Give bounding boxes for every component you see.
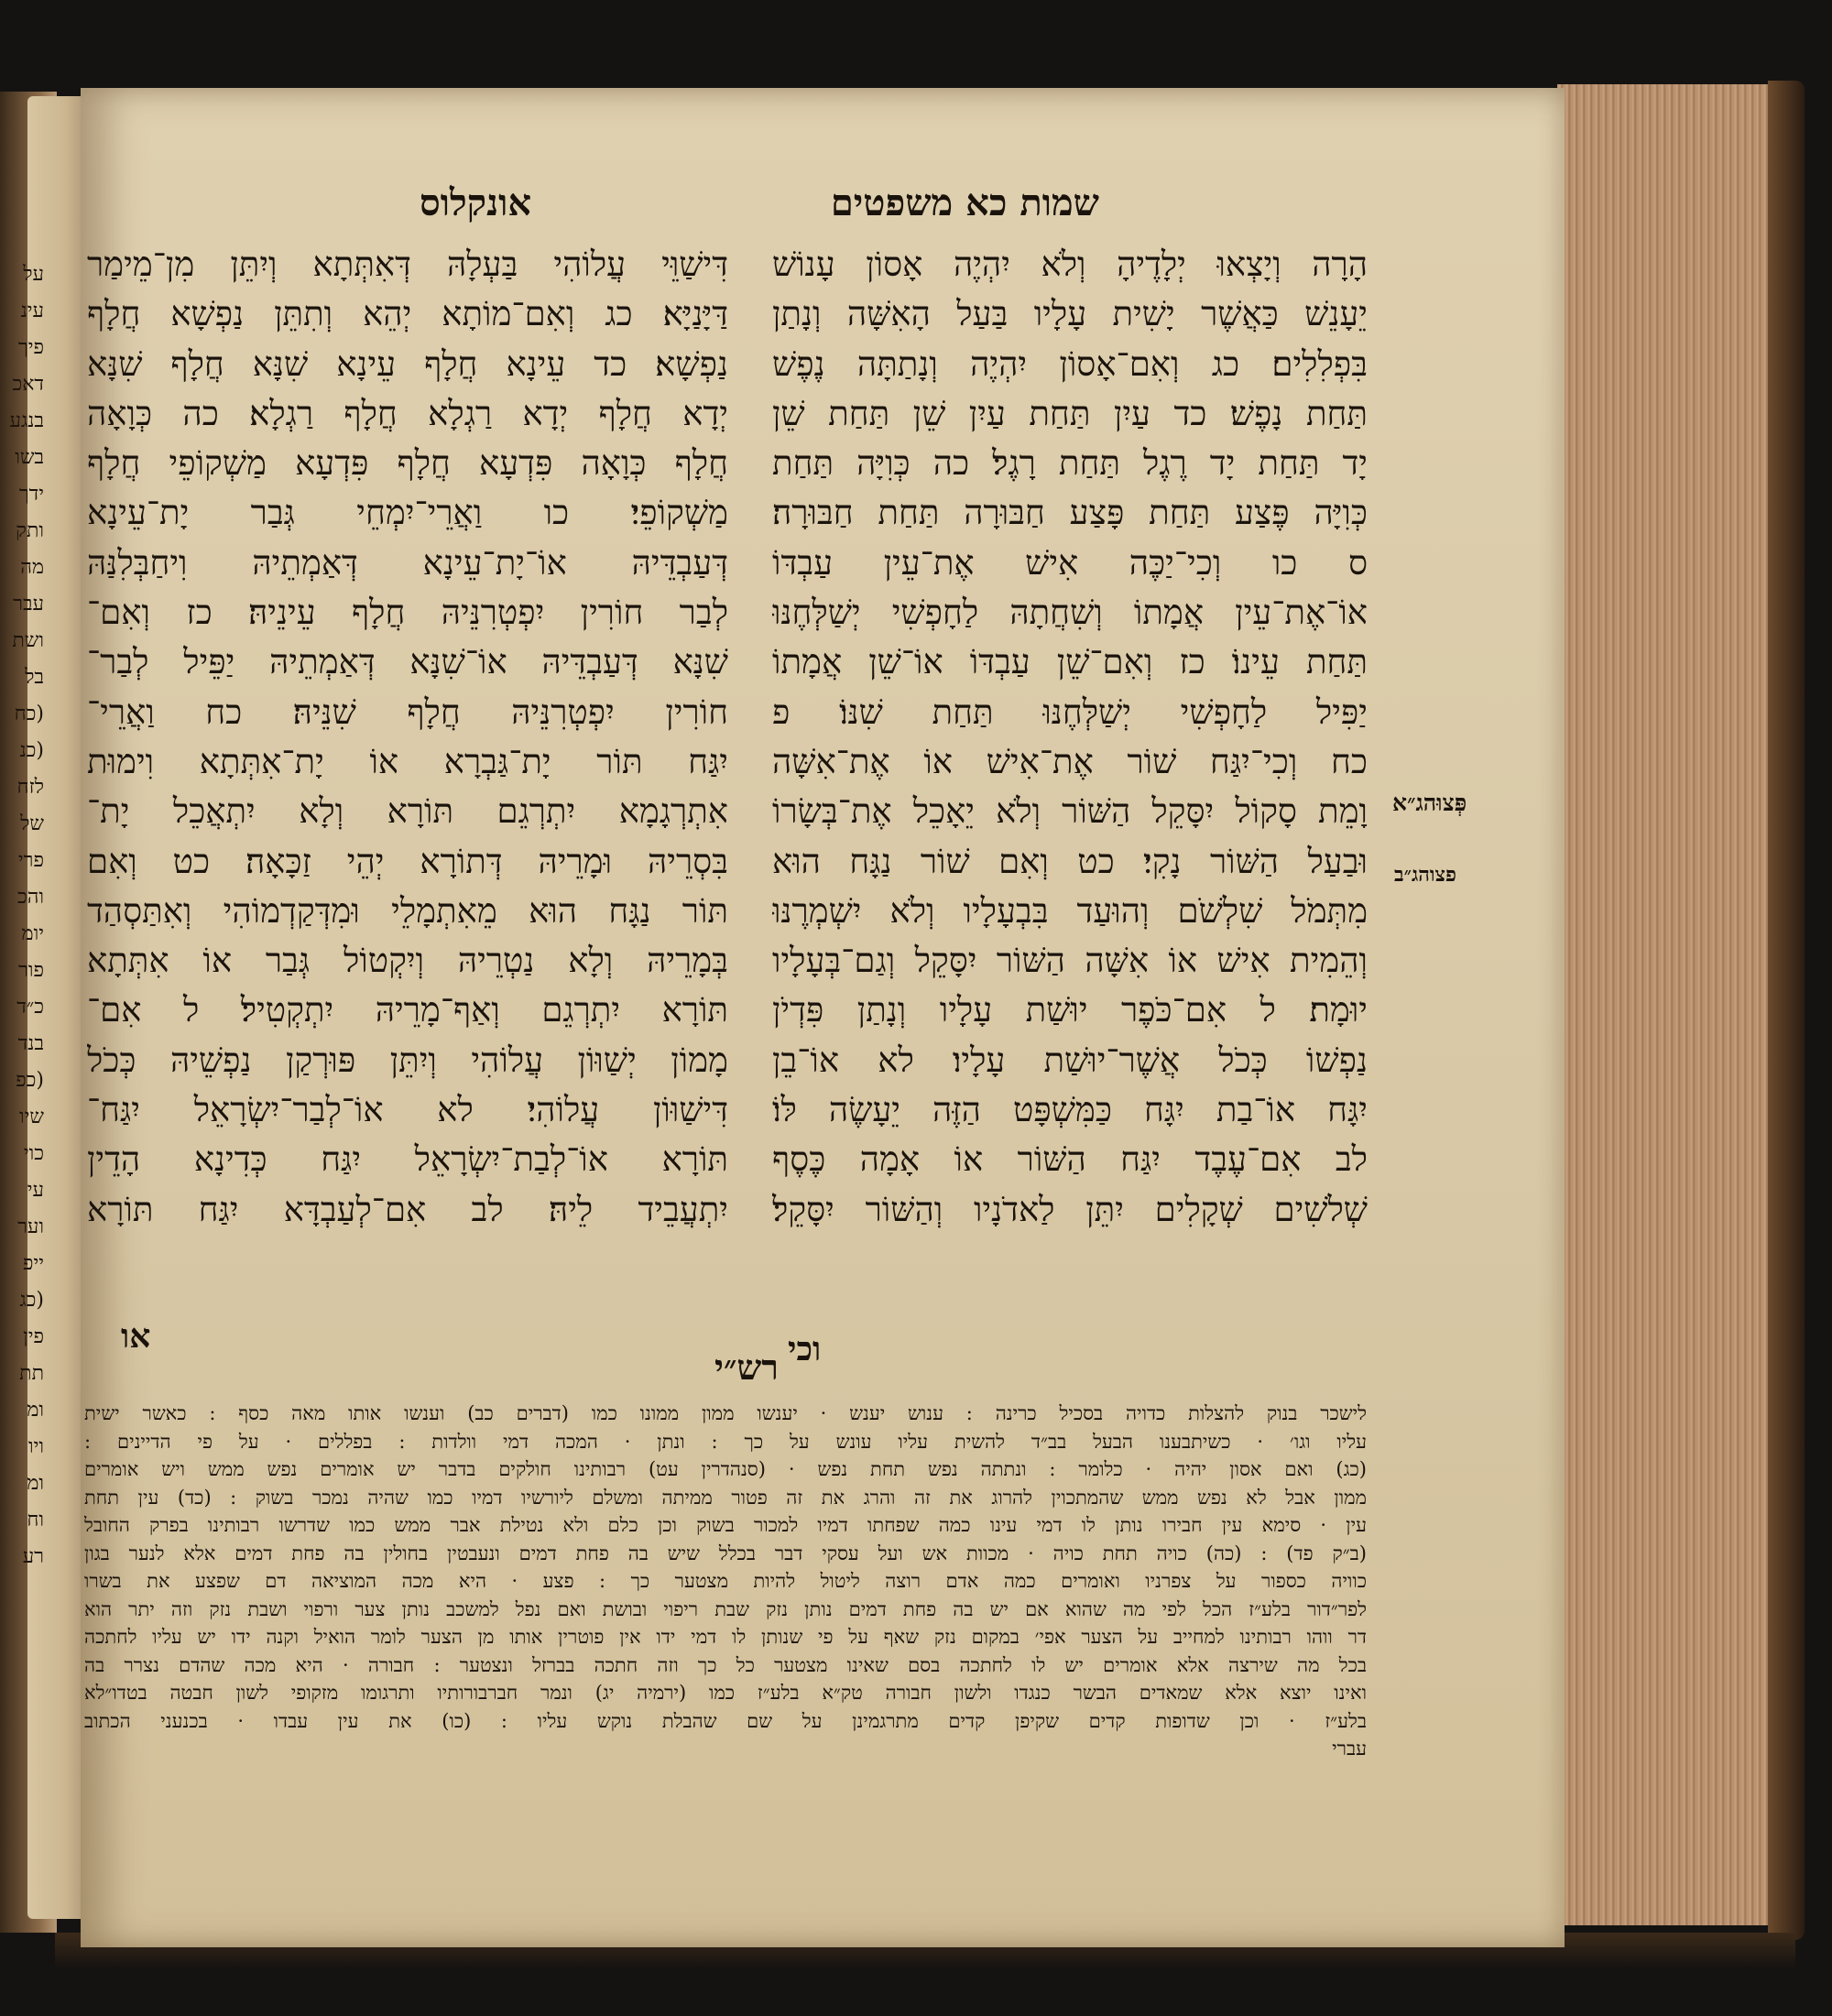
onkelos-text-line: תּוֹר נַגָּח הוּא מֵאִתְמָלֵי וּמִדְּקַדְמוֹהִי וְאִתַּסְהַד [87, 890, 728, 931]
rashi-line: בכל מה שירצה אלא אומרים יש לו לחתכה בסם שאינו מצטער כל כך וזה חתכה בברזל ונצטער : חבורה · היא מכה שהדם נצרר בה [84, 1653, 1367, 1676]
running-head-onkelos: אונקלוס [419, 181, 531, 224]
left-page-fragment: והכ [16, 886, 44, 909]
onkelos-catchword: או [121, 1317, 151, 1356]
hebrew-text-line: וָמֵת סָקוֹל יִסָּקֵל הַשּׁוֹר וְלֹא יֵאָכֵל אֶת־בְּשָׂרוֹ [772, 791, 1368, 832]
left-page-fragment: (כפ [16, 1069, 44, 1092]
hebrew-text-line: יוּמָת׃ ל אִם־כֹּפֶר יוּשַׁת עָלָיו וְנָתַן פִּדְיֹן [772, 990, 1368, 1030]
left-page-fragment: בנגע [9, 409, 44, 432]
running-head-portion: שמות כא משפטים [830, 181, 1099, 224]
left-page-fragment: (כנ [19, 739, 44, 762]
hebrew-text-line: הָרָה וְיָצְאוּ יְלָדֶיהָ וְלֹא יִהְיֶה אָסוֹן עָנוֹשׁ [772, 245, 1368, 284]
margin-note-masoretic-2: פצוהג״ב [1394, 863, 1456, 887]
rashi-line: לפר״דור בלע״ז הכל לפי מה שהוא אם יש בה פחת דמים נותן נזק שבת ריפוי ובושת ואם נפל למשכב נותן צער ורפוי ושבת נזק וזה יתר הוא [84, 1597, 1367, 1620]
left-page-fragment: מה [20, 556, 44, 579]
rashi-line: עין · סימא עין חבירו נותן לו דמי עינו כמה שפחתו דמיו למכור בשוק וכן כלם ולא נטילת אבר ממש כמו שדרשו רבותינו בפרק החובל [84, 1514, 1367, 1536]
left-page-fragment: שיו [19, 1106, 44, 1128]
hebrew-text-line: יַפִּיל לַחָפְשִׁי יְשַׁלְּחֶנּוּ תַּחַת שִׁנּוֹ׃ פ [772, 692, 1368, 732]
hebrew-text-line: שְׁלֹשִׁים שְׁקָלִים יִתֵּן לַאדֹנָיו וְהַשּׁוֹר יִסָּקֵל׃ [772, 1189, 1368, 1229]
onkelos-text-line: שִׁנָּא דְּעַבְדֵּיהּ אוֹ־שִׁנָּא דְּאַמְתֵיהּ יַפֵּיל לְבַר־ [87, 642, 728, 682]
left-page-fragment: ייפ [22, 1252, 44, 1275]
hebrew-text-line: וְהֵמִית אִישׁ אוֹ אִשָּׁה הַשּׁוֹר יִסָּקֵל וְגַם־בְּעָלָיו [772, 941, 1368, 981]
page-fore-edge [1557, 84, 1786, 1925]
onkelos-text-line: תּוֹרָא יִתְרְגֵם וְאַף־מָרֵיהּ יִתְקְטִיל׃ ל אִם־ [87, 990, 728, 1030]
rashi-line: עליו וגו׳ · כשיתבענו הבעל בב״ד להשית עליו עונש על כך : ונתן · המכה דמי וולדות : בפללים · על פי הדיינים : [84, 1430, 1367, 1453]
left-page-fragment: בשו [15, 446, 44, 469]
rashi-line: עברי [1332, 1738, 1367, 1760]
left-page-fragment: (כח [14, 703, 44, 725]
left-page-fragment: פין [23, 1325, 44, 1348]
left-page-fragment: כ״ד [16, 996, 44, 1019]
onkelos-text-column [87, 240, 728, 1235]
onkelos-text-line: חֲלָף כְּוָאָה פִּדְעָא חֲלָף פִּדְעָא מַשְׁקוֹפֵי חֲלָף [87, 443, 728, 484]
left-page-fragment: וח [27, 1509, 44, 1531]
book-cover-right [1768, 81, 1805, 1940]
left-page-fragment: בנד [17, 1032, 44, 1055]
hebrew-text-line: מִתְּמֹל שִׁלְשֹׁם וְהוּעַד בִּבְעָלָיו וְלֹא יִשְׁמְרֶנּוּ [772, 890, 1368, 931]
onkelos-text-line: דְּעַבְדֵּיהּ אוֹ־יָת־עֵינָא דְּאַמְתֵיהּ וִיחַבְּלִנַּהּ [87, 542, 728, 583]
onkelos-text-line: לְבַר חוֹרִין יִפְטְרִנֵּיהּ חֲלָף עֵינֵיהּ׃ כז וְאִם־ [87, 593, 728, 633]
left-page-fragment: כוי [23, 1142, 44, 1165]
left-page-fragment: על [23, 263, 44, 286]
hebrew-text-line: לב אִם־עֶבֶד יִגַּח הַשּׁוֹר אוֹ אָמָה כֶּסֶף [772, 1139, 1368, 1180]
hebrew-text-line: כח וְכִי־יִגַּח שׁוֹר אֶת־אִישׁ אוֹ אֶת־אִשָּׁה [772, 741, 1368, 781]
left-page-fragment: עבר [13, 593, 44, 616]
onkelos-text-line: דַּיָּנַיָּא׃ כג וְאִם־מוֹתָא יְהֵא וְתִתֵּן נַפְשָׁא חֲלָף [87, 294, 728, 334]
rashi-line: כוויה כספור על צפרניו ואומרים כמה אדם רוצה ליטול להיות מצטער כך : פצע · היא מכה המוציאה דם שפצע את בשרו [84, 1570, 1367, 1592]
onkelos-text-line: חוֹרִין יִפְטְרִנֵּיהּ חֲלָף שִׁנֵּיהּ׃ כח וַאֲרֵי־ [87, 692, 728, 732]
rashi-line: לישכר בנוק להצלות כדויה בסכיל כרינה : ענוש יענש · יענשו ממון ממונו כמו (דברים כב) וענשו אותו מאה כסף : כאשר ישית [84, 1402, 1367, 1424]
onkelos-text-line: מַשְׁקוֹפֵי׃ כו וַאֲרֵי־יִמְחֵי גְּבַר יָת־עֵינָא [87, 493, 728, 533]
rashi-heading: רש״י [714, 1346, 779, 1388]
hebrew-text-column [772, 240, 1368, 1235]
onkelos-text-line: מָמוֹן יְשַׁוּוֹן עֲלוֹהִי וְיִתֵּן פּוּרְקַן נַפְשֵׁיהּ כְּכֹל [87, 1040, 728, 1080]
left-page-fragment: עינ [20, 300, 44, 322]
onkelos-text-line: יִתְעֲבֵיד לֵיהּ׃ לב אִם־לְעַבְדָּא יִגַּח תּוֹרָא [87, 1189, 728, 1229]
onkelos-text-line: בְּמָרֵיהּ וְלָא נַטְרֵיהּ וְיִקְטוֹל גְּבַר אוֹ אִתְּתָא [87, 941, 728, 981]
hebrew-text-line: ס כו וְכִי־יַכֶּה אִישׁ אֶת־עֵין עַבְדּוֹ [772, 542, 1368, 583]
onkelos-text-line: אִתְרְגָמָא יִתְרְגֵם תּוֹרָא וְלָא יִתְאֲכֵל יָת־ [87, 791, 728, 832]
left-page-fragment: פרי [17, 849, 44, 872]
left-page-fragment: יומ [21, 922, 44, 945]
hebrew-text-line: תַּחַת נָפֶשׁ׃ כד עַיִן תַּחַת עַיִן שֵׁן תַּחַת שֵׁן [772, 393, 1368, 433]
onkelos-text-line: דִּישַׁוּוֹן עֲלוֹהִי׃ לא אוֹ־לְבַר־יִשְׂרָאֵל יִגַּח־ [87, 1090, 728, 1130]
left-page-fragment: וער [17, 1215, 44, 1238]
hebrew-text-line: וּבַעַל הַשּׁוֹר נָקִי׃ כט וְאִם שׁוֹר נַגָּח הוּא [772, 841, 1368, 881]
left-page-fragment: ויו [27, 1435, 44, 1458]
left-page-fragment: של [20, 812, 44, 835]
onkelos-text-line: בִּסְרֵיהּ וּמָרֵיהּ דְּתוֹרָא יְהֵי זַכָּאָה׃ כט וְאִם [87, 841, 728, 881]
rashi-line: דר ווהו רבותינו למחייב על הצער אפי׳ במקום נזק שאף על פי שנותן לו דמי ידו אין פוטרין אותו מן הצער לומר הואיל וקנה ידו יש עליו לחתכה [84, 1626, 1367, 1648]
left-page-fragments [0, 256, 44, 1814]
left-page-fragment: ידך [18, 483, 44, 506]
rashi-line: (ב״ק פד) : (כה) כויה תחת כויה · מכוות אש ועל עסקי דבר בכלל שיש בה פחת דמים ונעבטין בחולין בה פחת דמים אלא לנער בגון [84, 1542, 1367, 1564]
rashi-line: ממון אבל לא נפש ממש שהמתכוין להרוג את זה והרג את זה פטור ממיתה ומשלם ליורשיו דמיו כמו שהיה נמכר בשוק : (כד) עין תחת [84, 1486, 1367, 1509]
rashi-commentary [84, 1400, 1367, 1763]
hebrew-text-line: יֵעָנֵשׁ כַּאֲשֶׁר יָשִׁית עָלָיו בַּעַל הָאִשָּׁה וְנָתַן [772, 294, 1368, 334]
onkelos-text-line: תּוֹרָא אוֹ־לְבַת־יִשְׂרָאֵל יִגַּח כְּדִינָא הָדֵין [87, 1139, 728, 1180]
hebrew-text-line: יִגָּח אוֹ־בַת יִגָּח כַּמִּשְׁפָּט הַזֶּה יֵעָשֶׂה לּוֹ׃ [772, 1090, 1368, 1130]
left-page-fragment: לזח [16, 776, 44, 799]
left-page-fragment: ומ [27, 1472, 44, 1495]
onkelos-text-line: יְדָא חֲלָף יְדָא רַגְלָא חֲלָף רַגְלָא׃ כה כְּוָאָה [87, 393, 728, 433]
hebrew-text-line: כְּוִיָּה פֶּצַע תַּחַת פָּצַע חַבּוּרָה תַּחַת חַבּוּרָה׃ [772, 493, 1368, 533]
hebrew-text-line: יָד תַּחַת יָד רֶגֶל תַּחַת רָגֶל׃ כה כְּוִיָּה תַּחַת [772, 443, 1368, 484]
left-page-fragment: תת [19, 1362, 44, 1385]
left-page-fragment: בל [25, 666, 44, 689]
left-page-fragment: פיך [17, 336, 44, 359]
rashi-line: בלע״ז · וכן שדופות קדים שקיפן קדים מתרגמינן על שם שהבלת נוקש עליו : (כו) את עין עבדו · בכנעני הכתוב [84, 1709, 1367, 1732]
left-page-fragment: עי [27, 1179, 44, 1202]
hebrew-text-line: בִּפְלִלִים׃ כג וְאִם־אָסוֹן יִהְיֶה וְנָתַתָּה נֶפֶשׁ [772, 343, 1368, 384]
rashi-line: ואינו יוצא אלא שמאדים הבשר כנגדו ולשון חבורה טק״א בלע״ז כמו (ירמיה יג) ונמר חברבורותיו ותרגומו מזקופי לשון חבטה בטדו״לא [84, 1682, 1367, 1704]
left-page-fragment: (כג [19, 1289, 44, 1312]
rashi-line: (כג) ואם אסון יהיה · כלומר : ונתתה נפש תחת נפש · (סנהדרין עט) רבותינו חולקים בדבר יש אומרים נפש ממש ויש אומרים [84, 1458, 1367, 1480]
onkelos-text-line: דִּישַׁוֵּי עֲלוֹהִי בַּעְלָהּ דְּאִתְּתָא וְיִתֵּן מִן־מֵימַר [87, 245, 728, 284]
left-page-fragment: ותק [16, 519, 44, 542]
left-page-fragment: ושת [12, 629, 44, 652]
onkelos-text-line: נַפְשָׁא׃ כד עֵינָא חֲלָף עֵינָא שִׁנָּא חֲלָף שִׁנָּא [87, 343, 728, 384]
left-page-fragment: ומ [27, 1399, 44, 1422]
hebrew-text-line: נַפְשׁוֹ כְּכֹל אֲשֶׁר־יוּשַׁת עָלָיו׃ לא אוֹ־בֵן [772, 1040, 1368, 1080]
left-page-fragment: רע [22, 1545, 44, 1568]
hebrew-catchword: וכי [788, 1330, 822, 1368]
left-page-fragment: דאכ [12, 373, 44, 396]
hebrew-text-line: אוֹ־אֶת־עֵין אֲמָתוֹ וְשִׁחֲתָהּ לַחָפְשִׁי יְשַׁלְּחֶנּוּ [772, 593, 1368, 633]
onkelos-text-line: יִגַּח תּוֹר יָת־גַּבְרָא אוֹ יָת־אִתְּתָא וִימוּת [87, 741, 728, 781]
left-page-fragment: פור [18, 959, 44, 982]
hebrew-text-line: תַּחַת עֵינוֹ׃ כז וְאִם־שֵׁן עַבְדּוֹ אוֹ־שֵׁן אֲמָתוֹ [772, 642, 1368, 682]
margin-note-masoretic-1: פְּצוּהג״א [1392, 790, 1467, 816]
